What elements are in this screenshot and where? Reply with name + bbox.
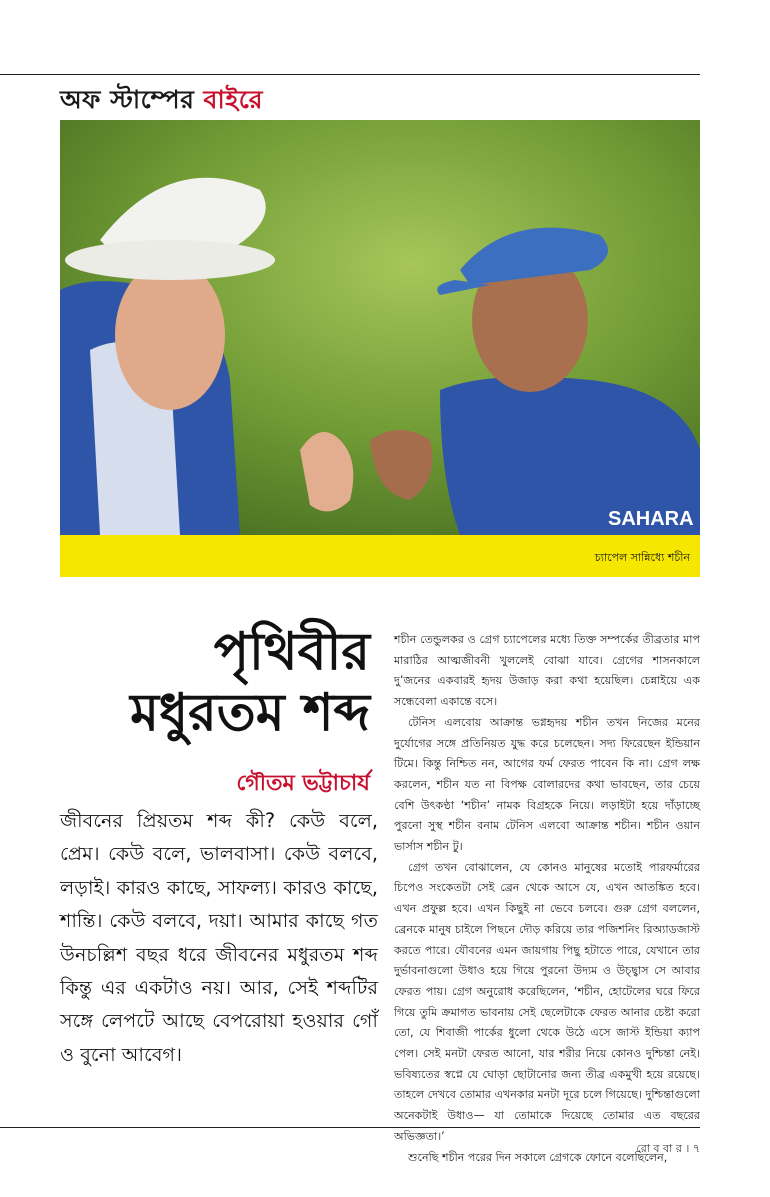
body-paragraph: শচীন তেন্ডুলকর ও গ্রেগ চ্যাপেলের মধ্যে তিক্ত সম্পর্কের তীব্রতার মাপ মারাঠির আত্মজীবনী খুললেই বোঝা যাবে। গ্রেগের শাসনকালে দু’জনের একবারই হৃদয় উজাড় করা কথা হয়েছিল। চেন্নাইয়ে এক সন্ধেবেলা একান্তে বসে।: [394, 633, 700, 709]
section-header: [60, 80, 263, 123]
article-headline: [60, 622, 370, 744]
article-photo: [60, 120, 700, 535]
body-paragraph: গ্রেগ তখন বোঝালেন, যে কোনও মানুষের মতোই পারফর্মারের চিপেও সংকেতটা সেই ব্রেন থেকে আসে যে, এখন আতঙ্কিত হবে। এখন প্রফুল্ল হবে। এখন কিছুই না ভেবে চলবে। গুরু গ্রেগ বললেন, ব্রেনকে মানুষ চাইলে পিছনে দৌড় করিয়ে তার পজিশনিং রিঅ্যাডজাস্ট করতে পারে। যৌবনের এমন জায়গায় পিছু হটাতে পারে, যেখানে তার দুর্ভাবনাগুলো উধাও হয়ে গিয়ে পুরনো উদ্যম ও উচ্ছ্বাস সে আবার ফেরত পায়। গ্রেগ অনুরোধ করেছিলেন, ‘শচীন, হোটেলের ঘরে ফিরে গিয়ে তুমি ক্রমাগত ভাবনায় সেই ছেলেটাকে ফেরত আনার চেষ্টা করো তো, যে শিবাজী পার্কের ধুলো থেকে উঠে এসে জাস্ট ইন্ডিয়া ক্যাপ পেল। সেই মনটা ফেরত আনো, যার শরীর নিয়ে কোনও দুশ্চিন্তা নেই। ভবিষ্যতের স্বপ্নে যে ঘোড়া ছোটানোর জন্য তীব্র একমুখী হয়ে রয়েছে। তাহলে দেখবে তোমার এখনকার মনটা দূরে চলে গিয়েছে। দুশ্চিন্তাগুলো অনেকটাই উধাও— যা তোমাকে দিয়েছে তোমার এত বছরের অভিজ্ঞতা।’: [394, 860, 700, 1143]
author-byline: গৌতম ভট্টাচার্য: [236, 771, 370, 796]
photo-illustration: [60, 120, 700, 535]
bottom-rule: [0, 1127, 700, 1128]
section-title: অফ স্টাম্পের: [60, 85, 204, 114]
jersey-sponsor: SAHARA: [608, 508, 694, 530]
page-footer: রো ব বা র । ৭: [636, 1142, 700, 1155]
headline-line-1: পৃথিবীর: [213, 622, 370, 682]
body-column: [394, 630, 700, 1168]
photo-caption: চ্যাপেল সান্নিধ্যে শচীন: [594, 551, 690, 564]
headline-line-2: মধুরতম শব্দ: [130, 682, 370, 743]
section-title-accent: বাইরে: [203, 85, 264, 114]
top-rule: [0, 74, 700, 75]
body-paragraph: শুনেছি শচীন পরের দিন সকালে গ্রেগকে ফোনে বলেছিলেন,: [408, 1150, 668, 1164]
body-paragraph: টেনিস এলবোয় আক্রান্ত ভগ্নহৃদয় শচীন তখন নিজের মনের দুর্যোগের সঙ্গে প্রতিনিয়ত যুদ্ধ করে চলেছেন। সদ্য ফিরেছেন ইন্ডিয়ান টিমে। কিন্তু নিশ্চিত নন, আগের ফর্ম ফেরত পাবেন কি না। গ্রেগ লক্ষ করলেন, শচীন যত না বিপক্ষ বোলারদের কথা ভাবছেন, তার চেয়ে বেশি উৎকণ্ঠা ‘শচীন’ নামক বিগ্রহকে নিয়ে। লড়াইটা হয়ে দাঁড়াচ্ছে পুরনো সুস্থ শচীন বনাম টেনিস এলবো আক্রান্ত শচীন। শচীন ওয়ান ভার্সাস শচীন টু।: [394, 715, 700, 854]
caption-band: [60, 535, 700, 577]
intro-paragraph: জীবনের প্রিয়তম শব্দ কী? কেউ বলে, প্রেম। কেউ বলে, ভালবাসা। কেউ বলবে, লড়াই। কারও কাছে, সাফল্য। কারও কাছে, শান্তি। কেউ বলবে, দয়া। আমার কাছে গত উনচল্লিশ বছর ধরে জীবনের মধুরতম শব্দ কিন্তু এর একটাও নয়। আর, সেই শব্দটির সঙ্গে লেপটে আছে বেপরোয়া হওয়ার গোঁ ও বুনো আবেগ।: [60, 809, 378, 1066]
